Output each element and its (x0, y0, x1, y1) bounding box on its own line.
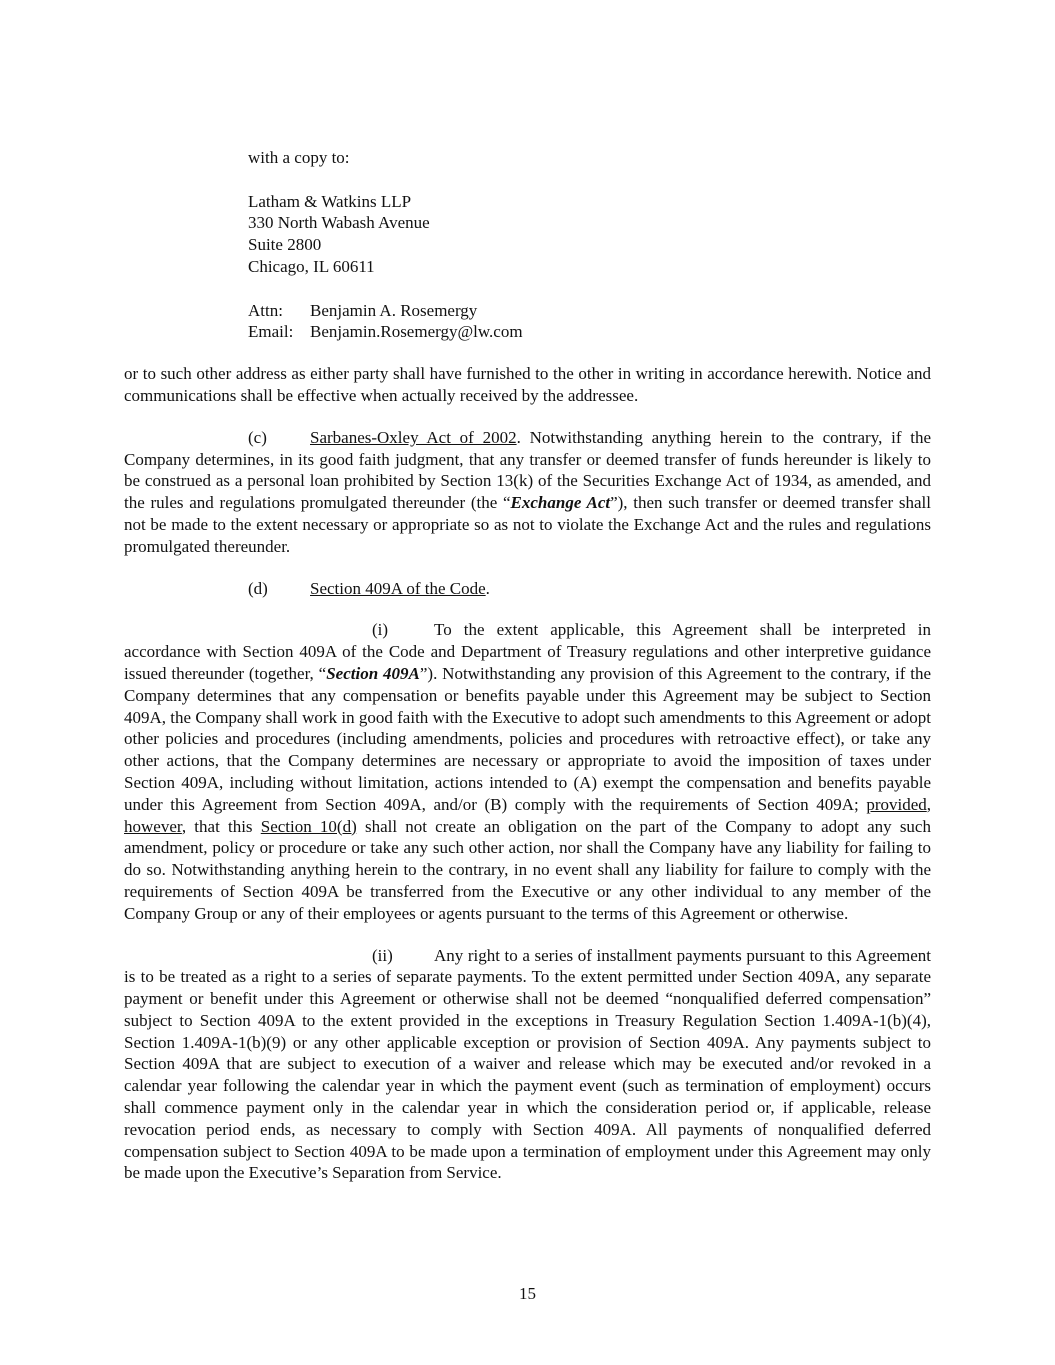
attn-label: Attn: (248, 300, 283, 320)
section-d-heading-line (124, 578, 931, 600)
section-c-paragraph (124, 427, 931, 558)
section-c-text-after: ”), then such transfer or deemed transfer shall not be made to the extent necessary or appropriate so as not to violate the Exchange Act and the rules and regulations promulgated thereunder. (124, 493, 931, 556)
street-address: 330 North Wabash Avenue (248, 213, 430, 233)
page-number: 15 (519, 1284, 536, 1303)
attn-value: Benjamin A. Rosemergy (310, 300, 478, 320)
section-10d-reference: Section 10(d) (260, 816, 357, 836)
section-d-heading-suffix: . (485, 578, 490, 598)
closing-paragraph: or to such other address as either party shall have furnished to the other in writing in accordance herewith. Notice and communications shall be effective when actually received by the addressee. (124, 364, 931, 405)
section-d-i-text-1: To the extent applicable, this Agreement shall be interpreted in accordance with Section 409A of the Code and Department of Treasury regulations and other interpretive guidance issued thereunder (together, “ (124, 620, 931, 683)
section-d-heading: Section 409A of the Code (310, 578, 486, 598)
section-d-i-number: (i) (372, 620, 389, 640)
city-state-zip: Chicago, IL 60611 (248, 256, 375, 276)
section-c-number: (c) (248, 427, 267, 447)
firm-name: Latham & Watkins LLP (248, 191, 412, 211)
section-d-i-text-3: , that this (181, 816, 261, 836)
email-value: Benjamin.Rosemergy@lw.com (310, 322, 523, 342)
section-c-text-before: . Notwithstanding anything herein to the contrary, if the Company determines, in its good faith judgment, that any transfer or deemed transfer of funds hereunder is likely to be construed as a personal loan prohibited by Section 13(k) of the Securities Exchange Act of 1934, as amended, and the rules and regulations promulgated thereunder (the “ (124, 427, 931, 513)
document-page (124, 147, 931, 1184)
section-d-ii-paragraph (124, 945, 931, 1185)
suite: Suite 2800 (248, 235, 322, 255)
section-d-i-paragraph (124, 619, 931, 924)
section-d-i-text-2: ”). Notwithstanding any provision of this Agreement to the contrary, if the Company determines that any compensation or benefits payable under this Agreement may be subject to Section 409A, the Company shall work in good faith with the Executive to adopt such amendments to this Agreement or adopt other policies and procedures (including amendments, policies and procedures with retroactive effect), or take any other actions, that the Company determines are necessary or appropriate to avoid the imposition of taxes under Section 409A, including without limitation, actions intended to (A) exempt the compensation and benefits payable under this Agreement from Section 409A, and/or (B) comply with the requirements of Section 409A; (124, 663, 931, 814)
section-d-number: (d) (248, 578, 268, 598)
email-label: Email: (248, 322, 294, 342)
section-c-defined-term: Exchange Act (510, 493, 611, 513)
attn-row (248, 300, 931, 322)
section-d-i-text-4: shall not create an obligation on the part of the Company to adopt any such amendment, policy or procedure or take any such other action, nor shall the Company have any liability for failing to do so. Notwithstanding anything herein to the contrary, in no event shall any liability for failure to comply with the requirements of Section 409A be transferred from the Executive or any other individual to any member of the Company Group or any of their employees or agents pursuant to the terms of this Agreement or otherwise. (124, 816, 931, 923)
section-d-i-defined-term: Section 409A (326, 663, 420, 683)
however-term: however (124, 816, 182, 836)
copy-to-address-block (248, 147, 931, 343)
section-d-ii-text: Any right to a series of installment payments pursuant to this Agreement is to be treated as a right to a series of separate payments. To the extent permitted under Section 409A, any separate payment or benefit under this Agreement or otherwise shall not be deemed “nonqualified deferred compensation” subject to Section 409A to the extent provided in the exceptions in Treasury Regulation Section 1.409A-1(b)(4), Section 1.409A-1(b)(9) or any other applicable exception or provision of Section 409A. Any payments subject to Section 409A that are subject to execution of a waiver and release which may be executed and/or revoked in a calendar year following the calendar year in which the payment event (such as termination of employment) occurs shall commence payment only in the calendar year in which the consideration period or, if applicable, release revocation period ends, as necessary to comply with Section 409A. All payments of nonqualified deferred compensation subject to Section 409A to be made upon a termination of employment under this Agreement may only be made upon the Executive’s Separation from Service. (124, 945, 931, 1183)
email-row (248, 321, 931, 343)
copy-to-intro: with a copy to: (248, 148, 350, 167)
section-d-i-comma: , (926, 794, 931, 814)
provided-term: provided (866, 794, 927, 814)
section-d-ii-number: (ii) (372, 945, 393, 965)
section-c-heading: Sarbanes-Oxley Act of 2002 (310, 427, 517, 447)
